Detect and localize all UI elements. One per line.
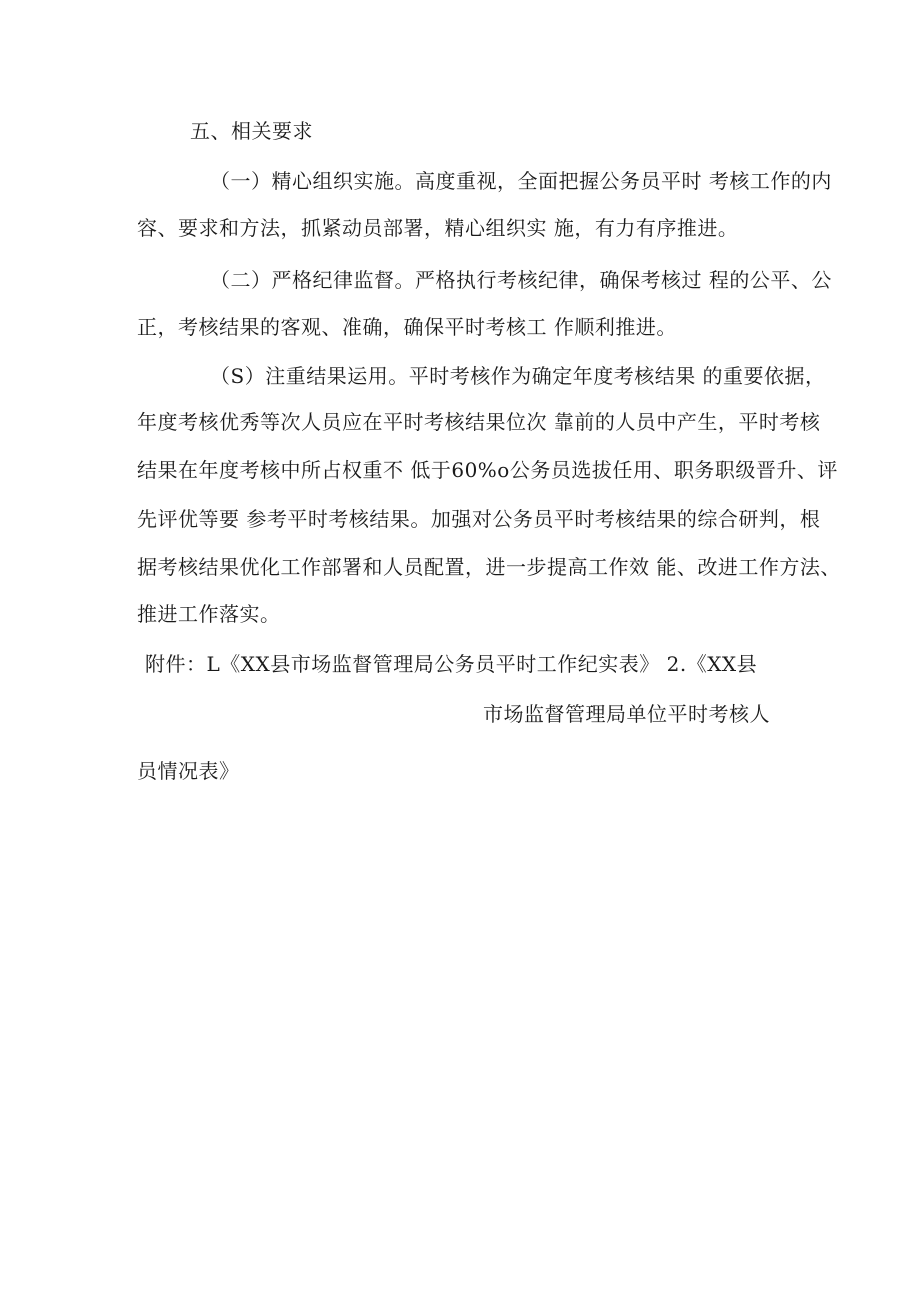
item3-line5: 据考核结果优化工作部署和人员配置，进一步提高工作效 能、改进工作方法、 bbox=[137, 555, 841, 579]
item3-line3: 结果在年度考核中所占权重不 低于60%o公务员选拔任用、职务职级晋升、评 bbox=[137, 458, 838, 482]
section-heading: 五、相关要求 bbox=[190, 119, 313, 143]
item1-line2: 容、要求和方法，抓紧动员部署，精心组织实 施，有力有序推进。 bbox=[137, 216, 739, 240]
item3-line6: 推进工作落实。 bbox=[137, 602, 281, 626]
item3-line4: 先评优等要 参考平时考核结果。加强对公务员平时考核结果的综合研判，根 bbox=[137, 507, 821, 531]
item3-line2: 年度考核优秀等次人员应在平时考核结果位次 靠前的人员中产生，平时考核 bbox=[137, 410, 821, 434]
attachment-line3: 员情况表》 bbox=[137, 759, 240, 783]
item3-line1: （S）注重结果运用。平时考核作为确定年度考核结果 的重要依据， bbox=[210, 364, 826, 388]
item1-line1: （一）精心组织实施。高度重视，全面把握公务员平时 考核工作的内 bbox=[210, 169, 832, 193]
attachment-line2: 市场监督管理局单位平时考核人 bbox=[483, 702, 770, 726]
item2-line1: （二）严格纪律监督。严格执行考核纪律，确保考核过 程的公平、公 bbox=[210, 268, 832, 292]
attachment-line1: 附件：L《XX县市场监督管理局公务员平时工作纪实表》 2.《XX县 bbox=[145, 652, 758, 676]
item2-line2: 正，考核结果的客观、准确，确保平时考核工 作顺利推进。 bbox=[137, 315, 677, 339]
